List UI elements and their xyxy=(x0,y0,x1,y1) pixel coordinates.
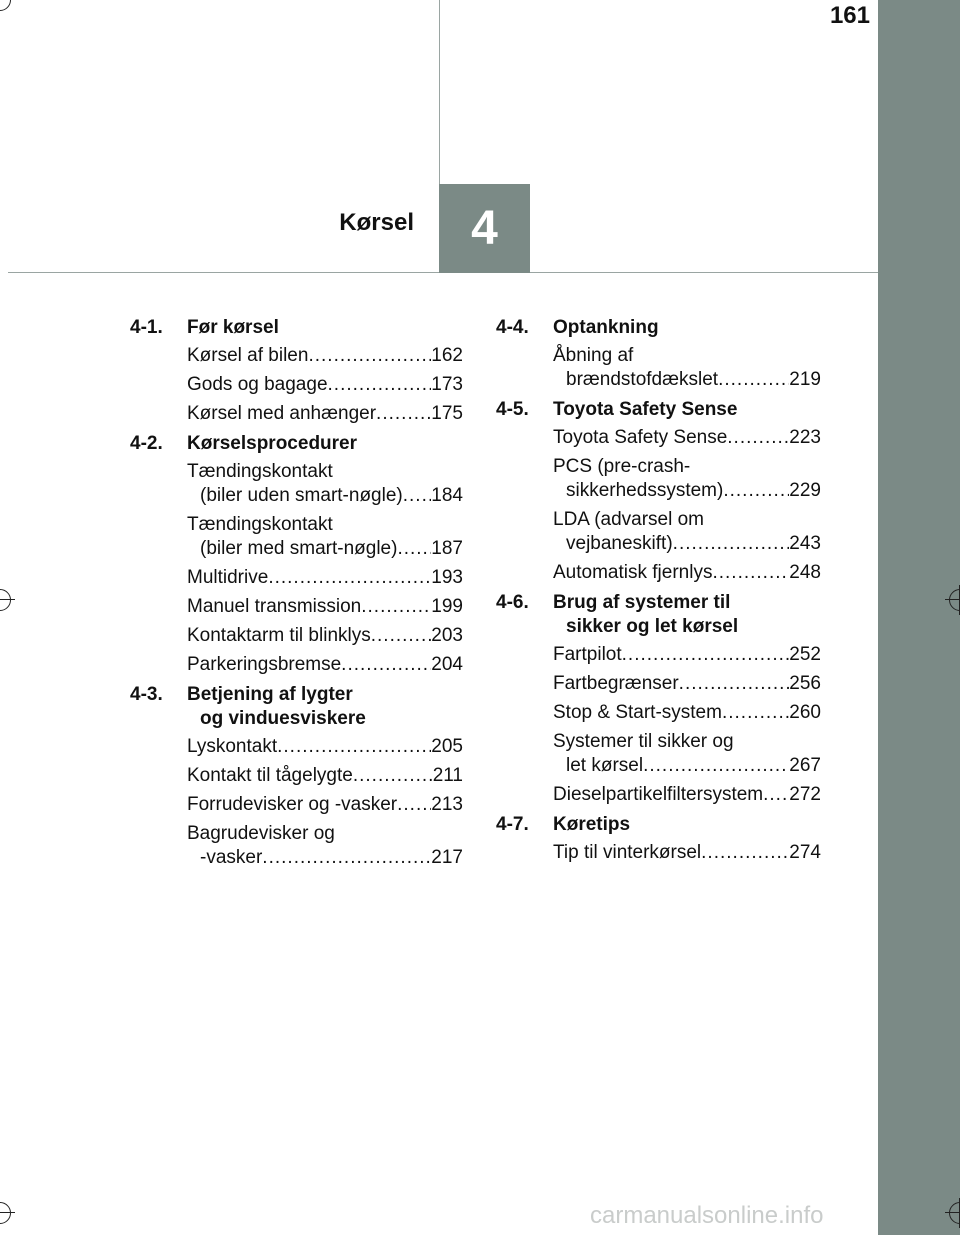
toc-entry-row xyxy=(187,735,463,759)
toc-entry-row xyxy=(187,484,463,508)
toc-entry[interactable] xyxy=(130,344,463,368)
toc-entry-text: Kontaktarm til blinklys xyxy=(187,625,371,646)
leader-dots xyxy=(763,783,789,807)
toc-entry-page: 187 xyxy=(431,538,463,559)
registration-mark-icon xyxy=(0,589,11,611)
toc-entry[interactable] xyxy=(130,822,463,870)
registration-mark-icon xyxy=(0,0,11,11)
toc-entry-page: 252 xyxy=(789,644,821,665)
section-title-line: Kørselsprocedurer xyxy=(187,433,358,454)
toc-section xyxy=(130,432,463,677)
toc-entry-text: Fartpilot xyxy=(553,644,622,665)
section-number: 4-1. xyxy=(130,317,163,338)
leader-dots xyxy=(397,537,431,561)
toc-entry[interactable] xyxy=(130,595,463,619)
toc-entry[interactable] xyxy=(130,764,463,788)
toc-entry[interactable] xyxy=(496,455,821,503)
toc-entry-page: 205 xyxy=(431,736,463,757)
toc-entry[interactable] xyxy=(130,460,463,508)
leader-dots xyxy=(361,595,431,619)
toc-section xyxy=(496,398,821,585)
toc-entry-row xyxy=(553,841,821,865)
toc-entry-text: Automatisk fjernlys xyxy=(553,562,713,583)
toc-entry-text: let kørsel xyxy=(566,755,644,776)
toc-entry-row xyxy=(187,373,463,397)
toc-entry-text: PCS (pre-crash- xyxy=(553,456,691,477)
toc-entry-text: LDA (advarsel om xyxy=(553,509,705,530)
toc-entry-row xyxy=(553,426,821,450)
toc-entry[interactable] xyxy=(496,426,821,450)
toc-entry-page: 248 xyxy=(789,562,821,583)
leader-dots xyxy=(353,764,433,788)
toc-entry-text: Tændingskontakt xyxy=(187,461,333,482)
toc-entry-row xyxy=(553,754,821,778)
toc-entry-row xyxy=(187,566,463,590)
toc-entry[interactable] xyxy=(496,508,821,556)
toc-entry-text: Parkeringsbremse xyxy=(187,654,342,675)
toc-entry[interactable] xyxy=(496,672,821,696)
toc-entry[interactable] xyxy=(130,793,463,817)
leader-dots xyxy=(643,754,789,778)
toc-entry-row xyxy=(553,479,821,503)
toc-entry[interactable] xyxy=(130,566,463,590)
toc-entry-row xyxy=(187,846,463,870)
toc-entry-page: 223 xyxy=(789,427,821,448)
toc-entry-page: 211 xyxy=(432,765,463,786)
toc-entry[interactable] xyxy=(130,513,463,561)
toc-entry-text: vejbaneskift) xyxy=(566,533,673,554)
toc-entry-text: Forrudevisker og -vasker xyxy=(187,794,398,815)
watermark: carmanualsonline.info xyxy=(590,1202,824,1229)
toc-entry-row xyxy=(187,595,463,619)
section-title xyxy=(187,432,463,456)
leader-dots xyxy=(268,566,431,590)
toc-entry-text: Stop & Start-system xyxy=(553,702,722,723)
toc-entry-page: 260 xyxy=(789,702,821,723)
toc-entry-text: Toyota Safety Sense xyxy=(553,427,728,448)
toc-entry-page: 162 xyxy=(431,345,463,366)
toc-entry-row xyxy=(553,783,821,807)
toc-entry-text: Bagrudevisker og xyxy=(187,823,335,844)
leader-dots xyxy=(328,373,432,397)
toc-entry-text: Systemer til sikker og xyxy=(553,731,734,752)
toc-entry-row xyxy=(553,672,821,696)
toc-entry-page: 272 xyxy=(789,784,821,805)
toc-entry-text: Kontakt til tågelygte xyxy=(187,765,353,786)
section-title-line: Køretips xyxy=(553,814,631,835)
toc-entry-row xyxy=(187,402,463,426)
toc-entry-row xyxy=(187,537,463,561)
section-title-line: Før kørsel xyxy=(187,317,279,338)
toc-entry-row xyxy=(553,368,821,392)
toc-entry-row xyxy=(187,344,463,368)
toc-entry-text: Tip til vinterkørsel xyxy=(553,842,702,863)
chapter-sidebar-tab xyxy=(878,0,960,1235)
section-number: 4-6. xyxy=(496,592,529,613)
chapter-title: Kørsel xyxy=(339,209,414,236)
toc-entry-page: 213 xyxy=(431,794,463,815)
toc-entry-page: 175 xyxy=(431,403,463,424)
toc-entry[interactable] xyxy=(130,402,463,426)
toc-entry[interactable] xyxy=(496,701,821,725)
leader-dots xyxy=(723,479,789,503)
toc-entry-text: Tændingskontakt xyxy=(187,514,333,535)
registration-mark-icon xyxy=(0,1202,11,1224)
toc-entry-text: Dieselpartikelfiltersystem xyxy=(553,784,764,805)
section-title xyxy=(553,591,821,639)
toc-entry-text: Manuel transmission xyxy=(187,596,362,617)
toc-section xyxy=(130,316,463,426)
toc-entry-text: -vasker xyxy=(200,847,263,868)
toc-entry[interactable] xyxy=(496,643,821,667)
leader-dots xyxy=(679,672,790,696)
section-heading xyxy=(130,316,463,340)
toc-entry-page: 256 xyxy=(789,673,821,694)
section-title-line: Brug af systemer til xyxy=(553,592,731,613)
toc-column-left xyxy=(130,316,463,876)
toc-entry-row xyxy=(553,532,821,556)
toc-entry-row xyxy=(187,624,463,648)
section-title xyxy=(553,813,821,837)
toc-entry-page: 217 xyxy=(431,847,463,868)
section-heading xyxy=(496,813,821,837)
leader-dots xyxy=(722,701,789,725)
toc-entry-page: 267 xyxy=(789,755,821,776)
leader-dots xyxy=(371,624,432,648)
toc-entry-page: 219 xyxy=(789,369,821,390)
section-title-line: Toyota Safety Sense xyxy=(553,399,738,420)
toc-entry-text: (biler uden smart-nøgle) xyxy=(200,485,403,506)
toc-entry-row xyxy=(553,561,821,585)
toc-entry-text: (biler med smart-nøgle) xyxy=(200,538,398,559)
section-title xyxy=(187,316,463,340)
leader-dots xyxy=(712,561,789,585)
section-number: 4-2. xyxy=(130,433,163,454)
toc-section xyxy=(130,683,463,870)
toc-entry-page: 184 xyxy=(431,485,463,506)
leader-dots xyxy=(376,402,431,426)
section-heading xyxy=(496,398,821,422)
section-title-line: sikker og let kørsel xyxy=(566,616,739,637)
toc-entry-text: Kørsel med anhænger xyxy=(187,403,377,424)
leader-dots xyxy=(718,368,789,392)
toc-entry-text: sikkerhedssystem) xyxy=(566,480,724,501)
toc-entry-row xyxy=(553,701,821,725)
divider-vertical xyxy=(439,0,440,185)
chapter-number: 4 xyxy=(471,202,498,255)
section-title xyxy=(553,316,821,340)
section-title xyxy=(553,398,821,422)
toc-entry-text: Lyskontakt xyxy=(187,736,278,757)
leader-dots xyxy=(277,735,431,759)
toc-section xyxy=(496,813,821,865)
leader-dots xyxy=(701,841,789,865)
toc-entry-page: 173 xyxy=(431,374,463,395)
toc-entry-text: Åbning af xyxy=(553,345,634,366)
leader-dots xyxy=(673,532,790,556)
toc-entry[interactable] xyxy=(496,561,821,585)
chapter-number-box xyxy=(439,184,530,273)
toc-entry-page: 243 xyxy=(789,533,821,554)
toc-entry-text: Fartbegrænser xyxy=(553,673,679,694)
section-heading xyxy=(130,683,463,731)
section-heading xyxy=(496,591,821,639)
section-heading xyxy=(496,316,821,340)
toc-entry[interactable] xyxy=(130,373,463,397)
toc-entry-row xyxy=(187,653,463,677)
toc-entry-text: brændstofdækslet xyxy=(566,369,719,390)
toc-column-right xyxy=(496,316,821,871)
toc-entry-text: Kørsel af bilen xyxy=(187,345,309,366)
leader-dots xyxy=(403,484,432,508)
section-title xyxy=(187,683,463,731)
section-number: 4-7. xyxy=(496,814,529,835)
page-number: 161 xyxy=(829,2,870,29)
leader-dots xyxy=(397,793,431,817)
registration-mark-icon xyxy=(949,1202,960,1224)
toc-entry-row xyxy=(187,764,463,788)
toc-entry[interactable] xyxy=(496,783,821,807)
leader-dots xyxy=(341,653,431,677)
toc-entry-row xyxy=(553,643,821,667)
toc-section xyxy=(496,591,821,807)
toc-entry[interactable] xyxy=(496,841,821,865)
section-title-line: Optankning xyxy=(553,317,659,338)
toc-entry-page: 274 xyxy=(789,842,821,863)
section-number: 4-4. xyxy=(496,317,529,338)
section-title-line: Betjening af lygter xyxy=(187,684,353,705)
toc-entry[interactable] xyxy=(130,735,463,759)
leader-dots xyxy=(622,643,790,667)
toc-entry-page: 199 xyxy=(431,596,463,617)
toc-entry[interactable] xyxy=(496,344,821,392)
toc-entry-text: Multidrive xyxy=(187,567,269,588)
toc-entry[interactable] xyxy=(130,653,463,677)
toc-entry-text: Gods og bagage xyxy=(187,374,328,395)
toc-section xyxy=(496,316,821,392)
toc-entry-page: 193 xyxy=(431,567,463,588)
toc-entry-row xyxy=(187,793,463,817)
toc-entry-page: 203 xyxy=(431,625,463,646)
leader-dots xyxy=(308,344,431,368)
registration-mark-icon xyxy=(949,589,960,611)
leader-dots xyxy=(727,426,789,450)
section-number: 4-3. xyxy=(130,684,163,705)
toc-entry[interactable] xyxy=(130,624,463,648)
leader-dots xyxy=(262,846,431,870)
section-heading xyxy=(130,432,463,456)
toc-entry-page: 229 xyxy=(789,480,821,501)
toc-entry-page: 204 xyxy=(431,654,463,675)
section-number: 4-5. xyxy=(496,399,529,420)
toc-entry[interactable] xyxy=(496,730,821,778)
section-title-line: og vinduesviskere xyxy=(200,708,366,729)
